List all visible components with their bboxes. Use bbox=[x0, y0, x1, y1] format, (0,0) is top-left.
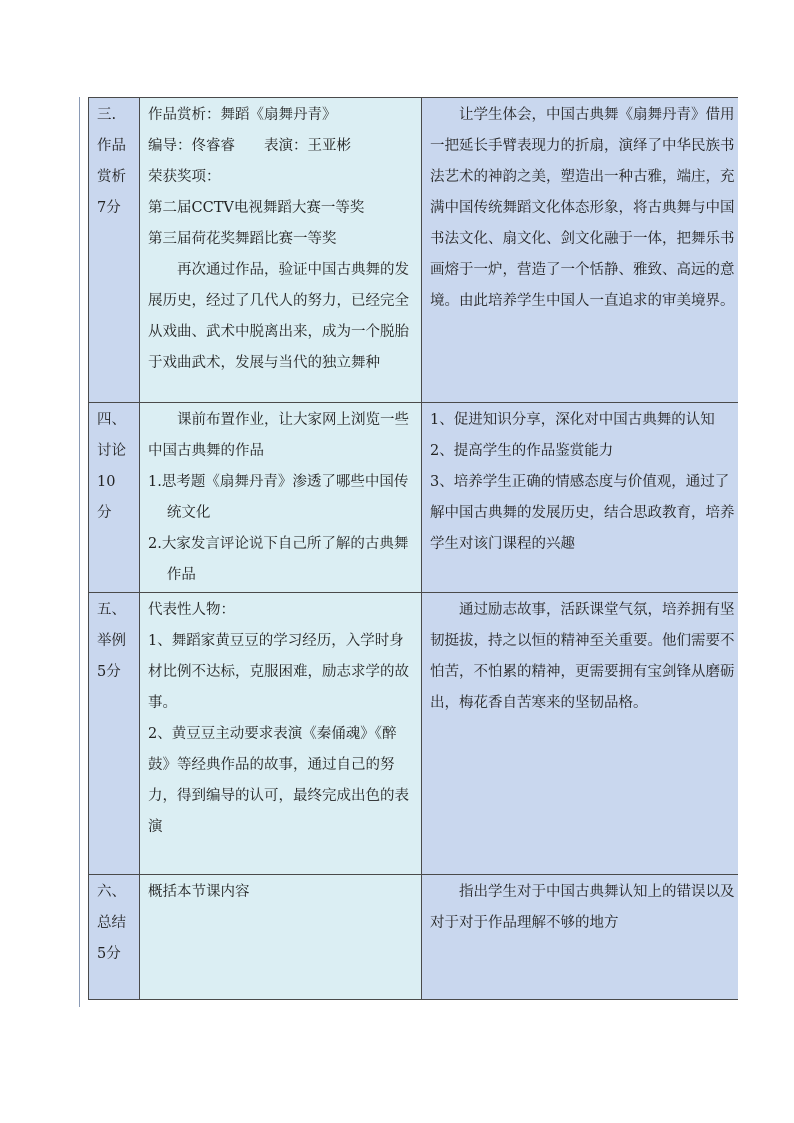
section-cell bbox=[89, 593, 140, 875]
content-line: 第三届荷花奖舞蹈比赛一等奖 bbox=[148, 231, 337, 247]
section-title: 举例 bbox=[97, 633, 126, 649]
content-heading: 代表性人物： bbox=[148, 602, 235, 618]
section-title: 讨论 bbox=[97, 443, 126, 459]
section-cell bbox=[89, 875, 140, 1000]
table-row bbox=[89, 875, 739, 1000]
goal-item: 3、培养学生正确的情感态度与价值观，通过了解中国古典舞的发展历史，结合思政教育，培养学生对该门课程的兴趣 bbox=[430, 474, 735, 552]
section-cell bbox=[89, 98, 140, 403]
section-duration-unit: 分 bbox=[97, 505, 112, 521]
section-duration: 5分 bbox=[97, 664, 121, 680]
section-duration: 5分 bbox=[97, 946, 121, 962]
content-line: 编导：佟睿睿 表演：王亚彬 bbox=[148, 138, 351, 154]
content-item: 2.大家发言评论说下自己所了解的古典舞作品 bbox=[148, 536, 409, 583]
content-item: 2、黄豆豆主动要求表演《秦俑魂》《醉鼓》等经典作品的故事，通过自己的努力，得到编导的认可，最终完成出色的表演 bbox=[148, 726, 409, 835]
section-cell bbox=[89, 403, 140, 593]
page-margin-rule bbox=[79, 97, 80, 1007]
content-line: 第二届CCTV电视舞蹈大赛一等奖 bbox=[148, 200, 365, 216]
content-paragraph: 再次通过作品，验证中国古典舞的发展历史，经过了几代人的努力，已经完全从戏曲、武术中脱离出来，成为一个脱胎于戏曲武术，发展与当代的独立舞种 bbox=[148, 262, 409, 371]
content-item: 1.思考题《扇舞丹青》渗透了哪些中国传统文化 bbox=[148, 474, 409, 521]
content-item: 1、舞蹈家黄豆豆的学习经历，入学时身材比例不达标，克服困难，励志求学的故事。 bbox=[148, 633, 409, 711]
section-number: 五、 bbox=[97, 602, 126, 618]
section-duration: 7分 bbox=[97, 200, 121, 216]
goal-cell bbox=[422, 875, 739, 1000]
content-paragraph: 课前布置作业，让大家网上浏览一些中国古典舞的作品 bbox=[148, 412, 409, 459]
content-cell bbox=[140, 403, 422, 593]
goal-cell bbox=[422, 98, 739, 403]
content-cell bbox=[140, 593, 422, 875]
section-title: 总结 bbox=[97, 915, 126, 931]
section-title-part: 赏析 bbox=[97, 169, 126, 185]
table-row bbox=[89, 98, 739, 403]
content-text: 概括本节课内容 bbox=[148, 884, 250, 900]
section-title-part: 作品 bbox=[97, 138, 126, 154]
goal-item: 2、提高学生的作品鉴赏能力 bbox=[430, 443, 614, 459]
content-cell bbox=[140, 875, 422, 1000]
content-line: 荣获奖项： bbox=[148, 169, 221, 185]
table-row bbox=[89, 403, 739, 593]
section-duration: 10 bbox=[97, 474, 116, 490]
goal-cell bbox=[422, 403, 739, 593]
table-row bbox=[89, 593, 739, 875]
lesson-plan-table bbox=[88, 97, 738, 1000]
content-cell bbox=[140, 98, 422, 403]
goal-cell bbox=[422, 593, 739, 875]
section-number: 四、 bbox=[97, 412, 126, 428]
goal-item: 1、促进知识分享，深化对中国古典舞的认知 bbox=[430, 412, 715, 428]
content-line: 作品赏析：舞蹈《扇舞丹青》 bbox=[148, 107, 337, 123]
goal-paragraph: 指出学生对于中国古典舞认知上的错误以及对于对于作品理解不够的地方 bbox=[430, 884, 735, 931]
section-number: 六、 bbox=[97, 884, 126, 900]
section-number: 三. bbox=[97, 107, 117, 123]
goal-paragraph: 通过励志故事，活跃课堂气氛，培养拥有坚韧挺拔，持之以恒的精神至关重要。他们需要不怕苦，不怕累的精神，更需要拥有宝剑锋从磨砺出，梅花香自苦寒来的坚韧品格。 bbox=[430, 602, 735, 711]
goal-paragraph: 让学生体会，中国古典舞《扇舞丹青》借用一把延长手臂表现力的折扇，演绎了中华民族书法艺术的神韵之美，塑造出一种古雅，端庄，充满中国传统舞蹈文化体态形象，将古典舞与中国书法文化、扇文化、剑文化融于一体，把舞乐书画熔于一炉，营造了一个恬静、雅致、高远的意境。由此培养学生中国人一直追求的审美境界。 bbox=[430, 107, 735, 309]
